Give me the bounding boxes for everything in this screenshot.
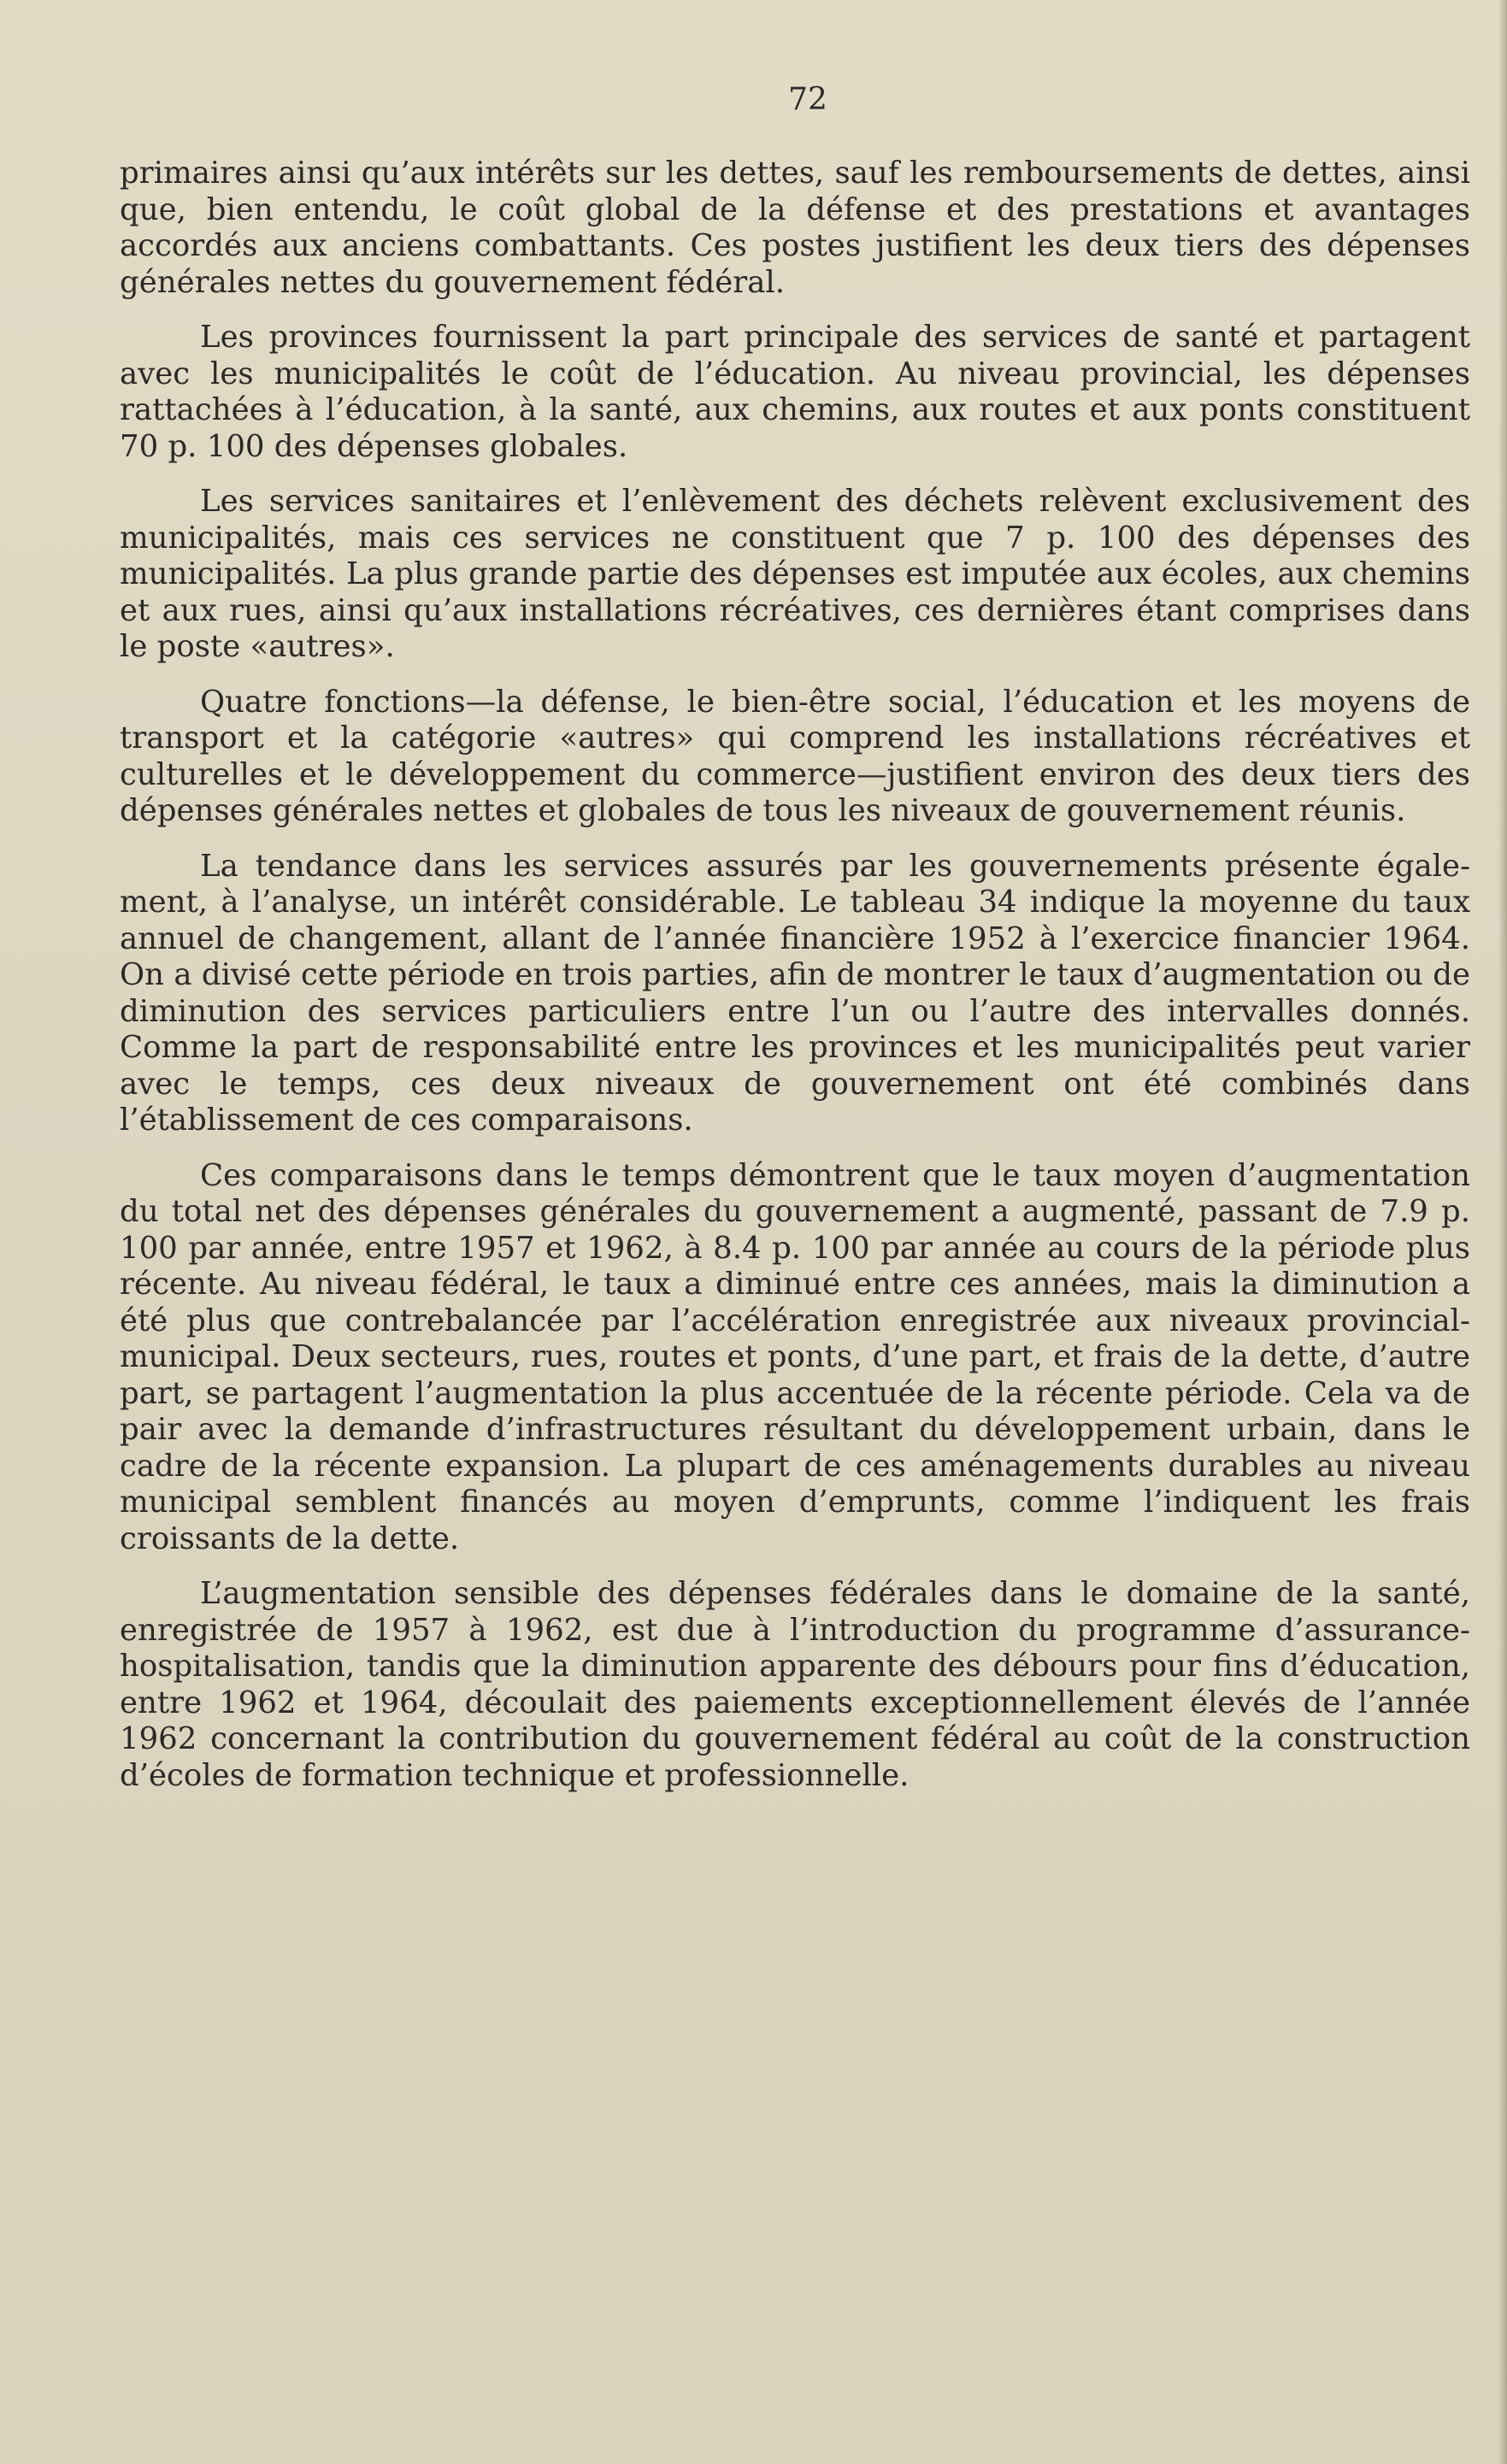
paragraph-5: La tendance dans les services assurés par les gouvernements présente également, à l’analyse, un intérêt considérable. Le tableau 34 indique la moyenne du taux annuel de changement, allant de l’année financière 1952 à l’exercice financier 1964. On a divisé cette période en trois parties, afin de montrer le taux d’augmentation ou de diminution des services particuliers entre l’un ou l’autre des intervalles donnés. Comme la part de responsabilité entre les provinces et les municipalités peut varier avec le temps, ces deux niveaux de gouvernement ont été combinés dans l’établissement de ces comparaisons. [120, 848, 1470, 1138]
paragraph-4: Quatre fonctions—la défense, le bien-être social, l’éducation et les moyens de transport et la catégorie «autres» qui comprend les installations récréatives et culturelles et le développement du commerce—justifient environ des deux tiers des dépenses générales nettes et globales de tous les niveaux de gouvernement réunis. [120, 684, 1470, 828]
paragraph-2: Les provinces fournissent la part principale des services de santé et partagent avec les municipalités le coût de l’éducation. Au niveau provincial, les dépenses rattachées à l’éducation, à la santé, aux chemins, aux routes et aux ponts constituent 70 p. 100 des dépenses globales. [120, 320, 1470, 464]
page-number: 72 [788, 82, 827, 117]
body-text [120, 156, 1470, 1813]
paragraph-1: primaires ainsi qu’aux intérêts sur les dettes, sauf les remboursements de dettes, ainsi que, bien entendu, le coût global de la défense et des prestations et avantages accordés aux anciens combattants. Ces postes justifient les deux tiers des dépenses générales nettes du gouvernement fédéral. [120, 156, 1470, 300]
page-edge-shadow [1498, 0, 1507, 2464]
paragraph-7: L’augmentation sensible des dépenses fédérales dans le domaine de la santé, enregistrée de 1957 à 1962, est due à l’introduction du programme d’assurance-hospitalisation, tandis que la diminution apparente des débours pour fins d’éducation, entre 1962 et 1964, découlait des paiements exceptionnellement élevés de l’année 1962 concernant la contribution du gouvernement fédéral au coût de la construction d’écoles de formation technique et professionnelle. [120, 1576, 1470, 1793]
paragraph-6: Ces comparaisons dans le temps démontrent que le taux moyen d’augmentation du total net des dépenses générales du gouvernement a augmenté, passant de 7.9 p. 100 par année, entre 1957 et 1962, à 8.4 p. 100 par année au cours de la période plus récente. Au niveau fédéral, le taux a diminué entre ces années, mais la diminution a été plus que contrebalancée par l’accélération enregistrée aux niveaux provincial-municipal. Deux secteurs, rues, routes et ponts, d’une part, et frais de la dette, d’autre part, se partagent l’augmentation la plus accentuée de la récente période. Cela va de pair avec la demande d’infrastructures résultant du développement urbain, dans le cadre de la récente expansion. La plupart de ces aménagements durables au niveau municipal semblent financés au moyen d’emprunts, comme l’indiquent les frais croissants de la dette. [120, 1157, 1470, 1556]
paragraph-3: Les services sanitaires et l’enlèvement des déchets relèvent exclusivement des municipalités, mais ces services ne constituent que 7 p. 100 des dépenses des municipalités. La plus grande partie des dépenses est imputée aux écoles, aux chemins et aux rues, ainsi qu’aux installations récréatives, ces dernières étant comprises dans le poste «autres». [120, 484, 1470, 664]
